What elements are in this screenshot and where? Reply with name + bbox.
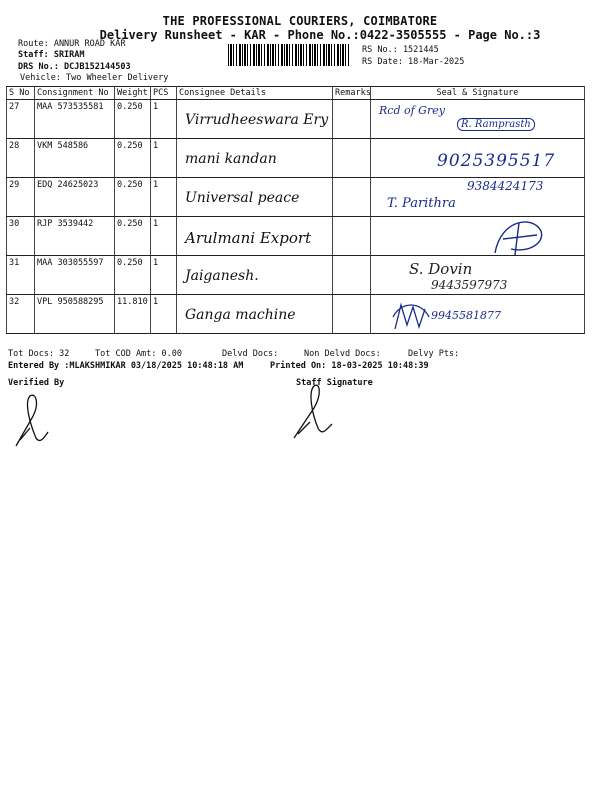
cell-weight: 0.250 [115, 217, 151, 256]
cell-consignee [177, 178, 333, 217]
cell-consignee [177, 295, 333, 334]
cell-consignee [177, 139, 333, 178]
cell-sno: 27 [7, 100, 35, 139]
cell-consignment: MAA 573535581 [35, 100, 115, 139]
signature-text: 9384424173 [467, 179, 544, 193]
cell-remarks [333, 139, 371, 178]
delivered-docs: Delvd Docs: [222, 349, 279, 359]
cell-signature [371, 217, 585, 256]
cell-sno: 31 [7, 256, 35, 295]
cell-consignee [177, 217, 333, 256]
cell-signature [371, 139, 585, 178]
cell-consignment: MAA 303055597 [35, 256, 115, 295]
rs-date: RS Date: 18-Mar-2025 [362, 57, 465, 67]
table-row [7, 256, 585, 295]
entered-by: Entered By :MLAKSHMIKAR 03/18/2025 10:48:18 AM [8, 361, 244, 371]
printed-on: Printed On: 18-03-2025 10:48:39 [270, 361, 429, 371]
col-seal-signature: Seal & Signature [371, 87, 585, 100]
cell-consignment: RJP 3539442 [35, 217, 115, 256]
non-delivered-docs: Non Delvd Docs: [304, 349, 381, 359]
cell-pcs: 1 [151, 178, 177, 217]
cell-weight: 0.250 [115, 100, 151, 139]
col-weight: Weight [115, 87, 151, 100]
cell-weight: 0.250 [115, 178, 151, 217]
cell-remarks [333, 256, 371, 295]
signature-text: 9945581877 [431, 309, 501, 322]
consignee-handwriting: Jaiganesh. [185, 268, 259, 284]
signature-text: R. Ramprasth [457, 118, 535, 131]
cell-signature [371, 295, 585, 334]
table-row [7, 139, 585, 178]
signature-scribble [489, 213, 545, 259]
runsheet-table [6, 86, 585, 334]
signature-text: Rcd of Grey [379, 104, 445, 117]
cell-signature [371, 100, 585, 139]
col-sno: S No [7, 87, 35, 100]
signature-text: S. Dovin [409, 260, 473, 278]
cell-sno: 28 [7, 139, 35, 178]
cell-sno: 30 [7, 217, 35, 256]
col-consignment: Consignment No [35, 87, 115, 100]
signature-text: 9025395517 [437, 151, 556, 171]
signature-text: 9443597973 [431, 278, 508, 292]
signature-text: T. Parithra [387, 196, 456, 211]
cell-consignee [177, 100, 333, 139]
table-row [7, 295, 585, 334]
consignee-handwriting: Ganga machine [185, 307, 296, 323]
cell-remarks [333, 100, 371, 139]
cell-remarks [333, 295, 371, 334]
cell-pcs: 1 [151, 139, 177, 178]
cell-pcs: 1 [151, 295, 177, 334]
total-docs: Tot Docs: 32 [8, 349, 70, 359]
cell-consignment: EDQ 24625023 [35, 178, 115, 217]
cell-weight: 11.810 [115, 295, 151, 334]
rs-number: RS No.: 1521445 [362, 45, 439, 55]
cell-remarks [333, 217, 371, 256]
col-consignee: Consignee Details [177, 87, 333, 100]
signature-scribble [391, 299, 431, 335]
cell-sno: 29 [7, 178, 35, 217]
company-name: THE PROFESSIONAL COURIERS, COIMBATORE [162, 14, 438, 28]
table-row [7, 178, 585, 217]
runsheet-title: Delivery Runsheet - KAR - Phone No.:0422-3505555 - Page No.:3 [99, 28, 541, 42]
delivery-points: Delvy Pts: [408, 349, 460, 359]
cell-sno: 32 [7, 295, 35, 334]
cell-weight: 0.250 [115, 139, 151, 178]
vehicle-label: Vehicle: Two Wheeler Delivery [20, 73, 169, 83]
consignee-handwriting: Virrudheeswara Ery [185, 112, 329, 128]
table-row [7, 100, 585, 139]
route-label: Route: ANNUR ROAD KAR [18, 39, 126, 49]
cell-pcs: 1 [151, 217, 177, 256]
cell-signature [371, 256, 585, 295]
table-row [7, 217, 585, 256]
verified-by-label: Verified By [8, 378, 65, 388]
cell-pcs: 1 [151, 256, 177, 295]
cell-consignment: VPL 950588295 [35, 295, 115, 334]
consignee-handwriting: Arulmani Export [185, 229, 312, 247]
cell-consignment: VKM 548586 [35, 139, 115, 178]
drs-number: DRS No.: DCJB152144503 [18, 62, 131, 72]
barcode [228, 44, 350, 66]
col-remarks: Remarks [333, 87, 371, 100]
consignee-handwriting: mani kandan [185, 151, 277, 167]
cell-signature [371, 178, 585, 217]
cell-weight: 0.250 [115, 256, 151, 295]
col-pcs: PCS [151, 87, 177, 100]
cell-pcs: 1 [151, 100, 177, 139]
table-header-row [7, 87, 585, 100]
cell-consignee [177, 256, 333, 295]
verifier-signature [10, 388, 54, 450]
consignee-handwriting: Universal peace [185, 190, 300, 206]
staff-label: Staff: SRIRAM [18, 50, 85, 60]
cell-remarks [333, 178, 371, 217]
staff-signature [290, 380, 336, 442]
total-cod-amount: Tot COD Amt: 0.00 [95, 349, 182, 359]
staff-signature-label: Staff Signature [296, 378, 373, 388]
